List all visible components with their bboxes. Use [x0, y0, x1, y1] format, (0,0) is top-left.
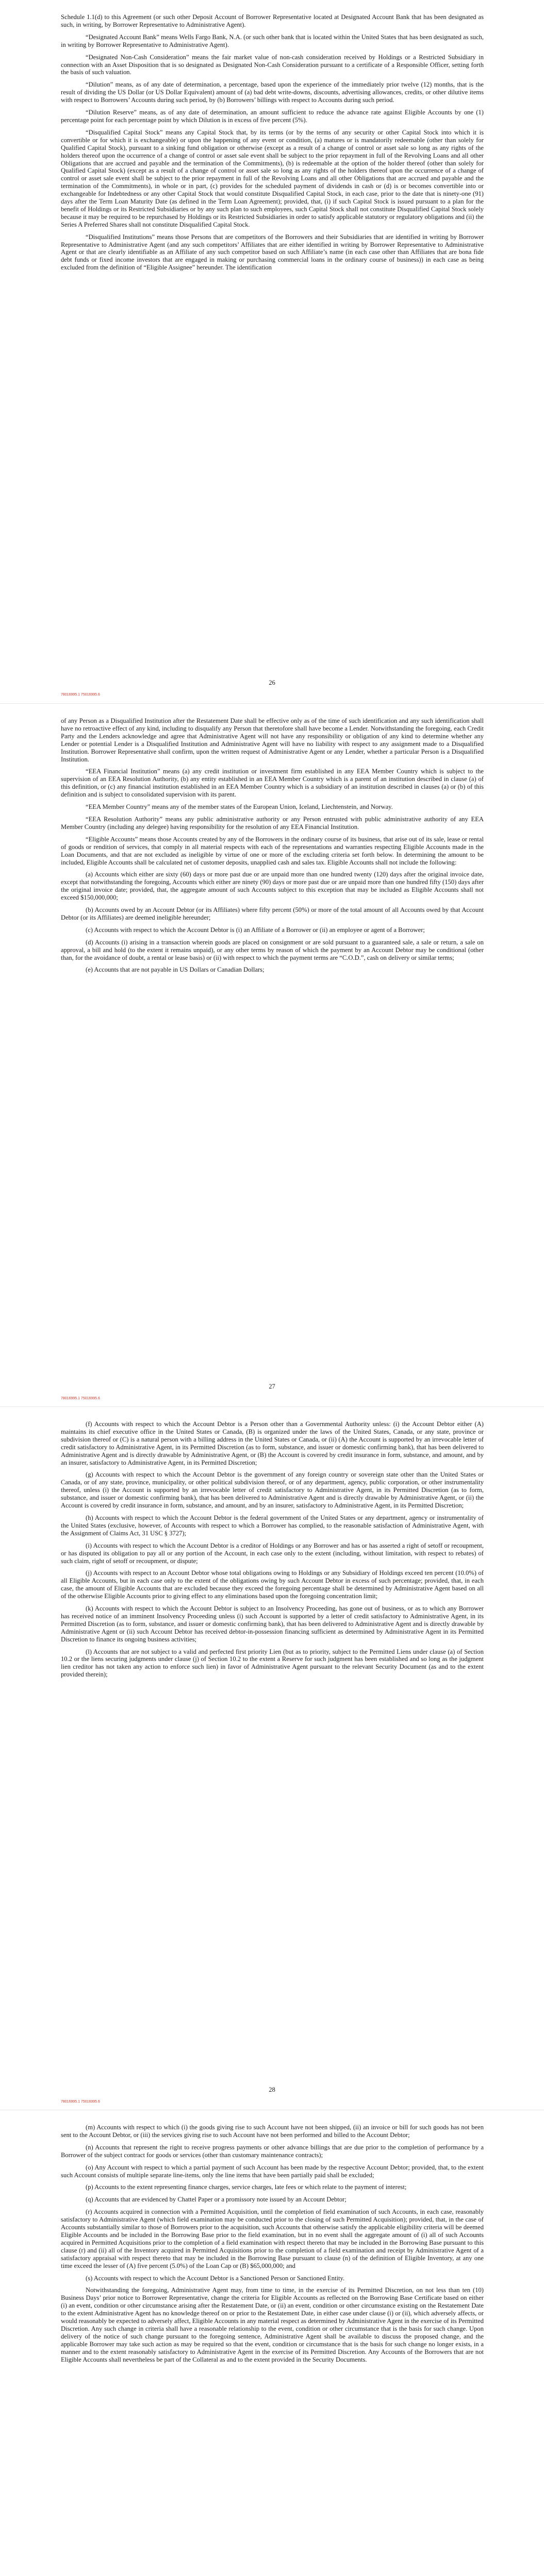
paragraph: Schedule 1.1(d) to this Agreement (or such other Deposit Account of Borrower Representative located at Designated Account Bank that has been designated as such, in writing, by Borrower Representative to Administrative Agent). — [61, 13, 484, 28]
definition-designated-account-bank: “Designated Account Bank” means Wells Fargo Bank, N.A. (or such other bank that is located within the United States that has been designated as such, in writing by Borrower Representative to Administrative Agent). — [61, 33, 484, 48]
clause-item: (p) Accounts to the extent representing finance charges, service charges, late fees or which relate to the payment of interest; — [86, 2183, 407, 2191]
clause-item: (h) Accounts with respect to which the Account Debtor is the federal government of the United States or any department, agency or instrumentality of the United States (exclusive, however, of Accounts with respect to which a Borrower has complied, to the reasonable satisfaction of Administrative Agent, with the Assignment of Claims Act, 31 USC § 3727); — [61, 1514, 484, 1537]
page-27 — [0, 703, 544, 1406]
paragraph: of any Person as a Disqualified Institution after the Restatement Date shall be effective only as of the time of such identification and any such identification shall have no retroactive effect of any kind, including to disqualify any Person that theretofore shall have become a Lender. Notwithstanding the foregoing, each Credit Party and the Lenders acknowledge and agree that Administrative Agent will not have any responsibility or obligation of any kind to determine whether any Lender or potential Lender is a Disqualified Institution and Administrative Agent will have no liability with respect to any assignment made to a Disqualified Institution. Borrower Representative shall confirm, upon the written request of Administrative Agent or any Lender, whether a particular Person is a Disqualified Institution. — [61, 717, 484, 763]
page-number: 28 — [269, 2086, 275, 2093]
clause-item: (c) Accounts with respect to which the Account Debtor is (i) an Affiliate of a Borrower or (ii) an employee or agent of a Borrower; — [86, 926, 425, 934]
definition-disqualified-capital-stock: “Disqualified Capital Stock” means any Capital Stock that, by its terms (or by the terms of any security or other Capital Stock into which it is convertible or for which it is exchangeable) or upon the happening of any event or condition, (a) matures or is mandatorily redeemable (other than solely for Qualified Capital Stock), pursuant to a sinking fund obligation or otherwise (except as a result of a change of control or asset sale so long as any rights of the holders thereof upon the occurrence of a change of control or asset sale event shall be subject to the prior repayment in full of the Revolving Loans and all other Obligations that are accrued and payable and the termination of the Commitments), (b) is redeemable at the option of the holder thereof (other than solely for Qualified Capital Stock) (except as a result of a change of control or asset sale so long as any rights of the holders thereof upon the occurrence of a change of control or asset sale event shall be subject to the prior repayment in full of the Revolving Loans and all other Obligations that are accrued and payable and the termination of the Commitments), in whole or in part, (c) provides for the scheduled payment of dividends in cash or (d) is or becomes convertible into or exchangeable for Indebtedness or any other Capital Stock that would constitute Disqualified Capital Stock, in each case, prior to the date that is ninety-one (91) days after the Term Loan Maturity Date (as defined in the Term Loan Agreement); provided, that, (i) if such Capital Stock is issued pursuant to a plan for the benefit of Holdings or its Restricted Subsidiaries or by any such plan to such employees, such Capital Stock shall not constitute Disqualified Capital Stock solely because it may be required to be repurchased by Holdings or its Restricted Subsidiaries in order to satisfy applicable statutory or regulatory obligations and (ii) the Series A Preferred Shares shall not constitute Disqualified Capital Stock. — [61, 128, 484, 228]
document-id: 78016995.1 75016995.6 — [61, 1397, 100, 1400]
clause-item: (f) Accounts with respect to which the Account Debtor is a Person other than a Governmental Authority unless: (i) the Account Debtor either (A) maintains its chief executive office in the United States or Canada, (B) is organized under the laws of the United States, Canada, or any state, province or subdivision thereof or (C) is a natural person with a billing address in the United States or Canada, or (ii) (A) the Account is supported by an irrevocable letter of credit satisfactory to Administrative Agent, in its Permitted Discretion (as to form, substance, and issuer or domestic confirming bank), that has been delivered to Administrative Agent and is directly drawable by Administrative Agent, or (B) the Account is covered by credit insurance in form, substance, and amount, and by an insurer, satisfactory to Administrative Agent, in its Permitted Discretion; — [61, 1420, 484, 1466]
page-number: 27 — [269, 1383, 275, 1390]
page-28 — [0, 1406, 544, 2110]
page-body — [61, 717, 484, 978]
definition-disqualified-institutions: “Disqualified Institutions” means those Persons that are competitors of the Borrowers and their Subsidiaries that are identified in writing by Borrower Representative to Administrative Agent (and any such competitors’ Affiliates that are either identified in writing by Borrower Representative to Administrative Agent or that are clearly identifiable as an Affiliate of any such competitor based on such Affiliate’s name (in each case other than Affiliates that are bona fide debt funds or fixed income investors that are engaged in making or purchasing commercial loans in the ordinary course of business)) in each case as being excluded from the definition of “Eligible Assignee” hereunder. The identification — [61, 233, 484, 272]
clause-item: (n) Accounts that represent the right to receive progress payments or other advance billings that are due prior to the completion of performance by a Borrower of the subject contract for goods or services (other than customary maintenance contracts); — [61, 2143, 484, 2159]
paragraph: Notwithstanding the foregoing, Administrative Agent may, from time to time, in the exercise of its Permitted Discretion, on not less than ten (10) Business Days’ prior notice to Borrower Representative, change the criteria for Eligible Accounts as reflected on the Borrowing Base Certificate based on either (i) an event, condition or other circumstance arising after the Restatement Date, or (ii) an event, condition or other circumstance existing on the Restatement Date to the extent Administrative Agent has no knowledge thereof on or prior to the Restatement Date, in either case under clause (i) or (ii), which adversely affects, or would reasonably be expected to adversely affect, Eligible Accounts in any material respect as determined by Administrative Agent in the exercise of its Permitted Discretion. Any such change in criteria shall have a reasonable relationship to the event, condition or other circumstance that is the basis for such change. Upon delivery of the notice of such change pursuant to the foregoing sentence, Administrative Agent shall be available to discuss the proposed change, and the applicable Borrower may take such action as may be required so that the event, condition or circumstance that is the basis for such change no longer exists, in a manner and to the extent reasonably satisfactory to Administrative Agent in the exercise of its Permitted Discretion. Any Accounts of the Borrowers that are not Eligible Accounts shall nevertheless be part of the Collateral as and to the extent provided in the Security Documents. — [61, 2286, 484, 2363]
definition-eea-member-country: “EEA Member Country” means any of the member states of the European Union, Iceland, Liechtenstein, and Norway. — [86, 803, 393, 811]
clause-item: (r) Accounts acquired in connection with a Permitted Acquisition, until the completion of field examination of such Accounts, in each case, reasonably satisfactory to Administrative Agent (which field examination may be conducted prior to the closing of such Permitted Acquisition); provided, that, in the case of Accounts substantially similar to those of Borrowers prior to the acquisition, such Accounts that otherwise satisfy the applicable eligibility criteria will be deemed Eligible Accounts and be included in the Borrowing Base prior to the field examination, but in no event shall the aggregate amount of (i) all of such Accounts acquired in Permitted Acquisitions prior to the completion of a field examination with respect thereto that may be included in the Borrowing Base pursuant to this clause (r) and (ii) all of the Inventory acquired in Permitted Acquisitions prior to the completion of a field examination and receipt by Administrative Agent of a satisfactory appraisal with respect thereto that may be included in the Borrowing Base pursuant to clause (n) of the definition of Eligible Inventory, at any one time exceed the lesser of (A) five percent (5.0%) of the Loan Cap or (B) $65,000,000; and — [61, 2208, 484, 2269]
clause-item: (g) Accounts with respect to which the Account Debtor is the government of any foreign country or sovereign state other than the United States or Canada, or of any state, province, municipality, or other political subdivision thereof, or of any department, agency, public corporation, or other instrumentality thereof, unless (i) the Account is supported by an irrevocable letter of credit satisfactory to Administrative Agent, in its Permitted Discretion (as to form, substance, and issuer or domestic confirming bank), that has been delivered to Administrative Agent and is directly drawable by Administrative Agent, or (ii) the Account is covered by credit insurance in form, substance, and amount, and by an insurer, satisfactory to Administrative Agent, in its Permitted Discretion; — [61, 1471, 484, 1510]
clause-item: (i) Accounts with respect to which the Account Debtor is a creditor of Holdings or any Borrower and has or has asserted a right of setoff or recoupment, or has disputed its obligation to pay all or any portion of the Account, in each case only to the extent (including, without limitation, with respect to rebates) of such claim, right of setoff or recoupment, or dispute; — [61, 1541, 484, 1565]
clause-item: (m) Accounts with respect to which (i) the goods giving rise to such Account have not been shipped, (ii) an invoice or bill for such goods has not been sent to the Account Debtor, or (iii) the services giving rise to such Account have not been performed and billed to the Account Debtor; — [61, 2124, 484, 2139]
clause-item: (k) Accounts with respect to which the Account Debtor is subject to an Insolvency Proceeding, has gone out of business, or as to which any Borrower has received notice of an imminent Insolvency Proceeding unless (i) such Account is supported by a letter of credit satisfactory to Administrative Agent, in its Permitted Discretion (as to form, substance, and issuer or domestic confirming bank), that has been delivered to Administrative Agent and is directly drawable by Administrative Agent or (ii) such Account Debtor has received debtor-in-possession financing sufficient as determined by Administrative Agent in its Permitted Discretion to finance its ongoing business activities; — [61, 1605, 484, 1643]
definition-eea-resolution-authority: “EEA Resolution Authority” means any public administrative authority or any Person entrusted with public administrative authority of any EEA Member Country (including any delegee) having responsibility for the resolution of any EEA Financial Institution. — [61, 815, 484, 831]
clause-item: (b) Accounts owed by an Account Debtor (or its Affiliates) where fifty percent (50%) or more of the total amount of all Accounts owed by that Account Debtor (or its Affiliates) are deemed ineligible hereunder; — [61, 906, 484, 921]
page-body — [61, 2124, 484, 2368]
definition-dilution-reserve: “Dilution Reserve” means, as of any date of determination, an amount sufficient to reduce the advance rate against Eligible Accounts by one (1) percentage point for each percentage point by which Dilution is in excess of five percent (5%). — [61, 109, 484, 124]
definition-eea-financial-institution: “EEA Financial Institution” means (a) any credit institution or investment firm established in any EEA Member Country which is subject to the supervision of an EEA Resolution Authority, (b) any entity established in an EEA Member Country which is a parent of an institution described in clause (a) of this definition, or (c) any financial institution established in an EEA Member Country which is a subsidiary of an institution described in clauses (a) or (b) of this definition and is subject to consolidated supervision with its parent. — [61, 768, 484, 799]
document-id: 78016995.1 75016995.6 — [61, 2100, 100, 2104]
clause-item: (l) Accounts that are not subject to a valid and perfected first priority Lien (but as to priority, subject to the Permitted Liens under clause (a) of Section 10.2 or the liens securing judgments under clause (j) of Section 10.2 to the extent a Reserve for such judgment has been established and so long as the judgment lien creditor has not taken any action to enforce such lien) in favor of Administrative Agent pursuant to the relevant Security Document (as and to the extent provided therein); — [61, 1648, 484, 1679]
definition-eligible-accounts: “Eligible Accounts” means those Accounts created by any of the Borrowers in the ordinary course of its business, that arise out of its sale, lease or rental of goods or rendition of services, that comply in all material respects with each of the representations and warranties respecting Eligible Accounts made in the Loan Documents, and that are not excluded as ineligible by virtue of one or more of the excluding criteria set forth below. In determining the amount to be included, Eligible Accounts shall be calculated net of customer deposits, unapplied cash and sales tax. Eligible Accounts shall not include the following: — [61, 835, 484, 866]
clause-item: (q) Accounts that are evidenced by Chattel Paper or a promissory note issued by an Account Debtor; — [86, 2196, 347, 2204]
document-id: 78016995.1 75016995.6 — [61, 693, 100, 697]
clause-item: (s) Accounts with respect to which the Account Debtor is a Sanctioned Person or Sanctioned Entity. — [86, 2274, 345, 2282]
clause-item: (d) Accounts (i) arising in a transaction wherein goods are placed on consignment or are sold pursuant to a guaranteed sale, a sale or return, a sale on approval, a bill and hold (to the extent it remains unpaid), or any other terms by reason of which the payment by an Account Debtor may be conditional (other than, for the avoidance of doubt, a rental or lease basis) or (ii) with respect to which the payment terms are “C.O.D.”, cash on delivery or similar terms; — [61, 938, 484, 961]
clause-item: (j) Accounts with respect to an Account Debtor whose total obligations owing to Holdings or any Subsidiary of Holdings exceed ten percent (10.0%) of all Eligible Accounts, but in each case only to the extent of the obligations owing by such Account Debtor in excess of such percentage; provided, that, in each case, the amount of Eligible Accounts that are excluded because they exceed the foregoing percentage shall be determined by Administrative Agent based on all of the otherwise Eligible Accounts prior to giving effect to any eliminations based upon the foregoing concentration limit; — [61, 1569, 484, 1600]
page-26 — [0, 0, 544, 703]
page-body — [61, 13, 484, 276]
clause-item: (o) Any Account with respect to which a partial payment of such Account has been made by the respective Account Debtor; provided, that, to the extent such Account consists of multiple separate line-items, only the line items that have been partially paid shall be excluded; — [61, 2163, 484, 2179]
definition-designated-non-cash-consideration: “Designated Non-Cash Consideration” means the fair market value of non-cash consideration received by Holdings or a Restricted Subsidiary in connection with an Asset Disposition that is so designated as Designated Non-Cash Consideration pursuant to a certificate of a Responsible Officer, setting forth the basis of such valuation. — [61, 53, 484, 76]
page-number: 26 — [269, 679, 275, 686]
definition-dilution: “Dilution” means, as of any date of determination, a percentage, based upon the experience of the immediately prior twelve (12) months, that is the result of dividing the US Dollar (or US Dollar Equivalent) amount of (a) bad debt write-downs, discounts, advertising allowances, credits, or other dilutive items with respect to Borrowers’ Accounts during such period, by (b) Borrowers’ billings with respect to Accounts during such period. — [61, 81, 484, 104]
clause-item: (e) Accounts that are not payable in US Dollars or Canadian Dollars; — [86, 966, 265, 974]
page-29 — [0, 2110, 544, 2576]
page-body — [61, 1420, 484, 1683]
clause-item: (a) Accounts which either are sixty (60) days or more past due or are unpaid more than one hundred twenty (120) days after the original invoice date, except that notwithstanding the foregoing, Accounts which either are ninety (90) days or more past due or are unpaid more than one hundred fifty (150) days after the original invoice date; provided, that, the aggregate amount of such Accounts subject to this exception that may be included as Eligible Accounts shall not exceed $150,000,000; — [61, 871, 484, 902]
